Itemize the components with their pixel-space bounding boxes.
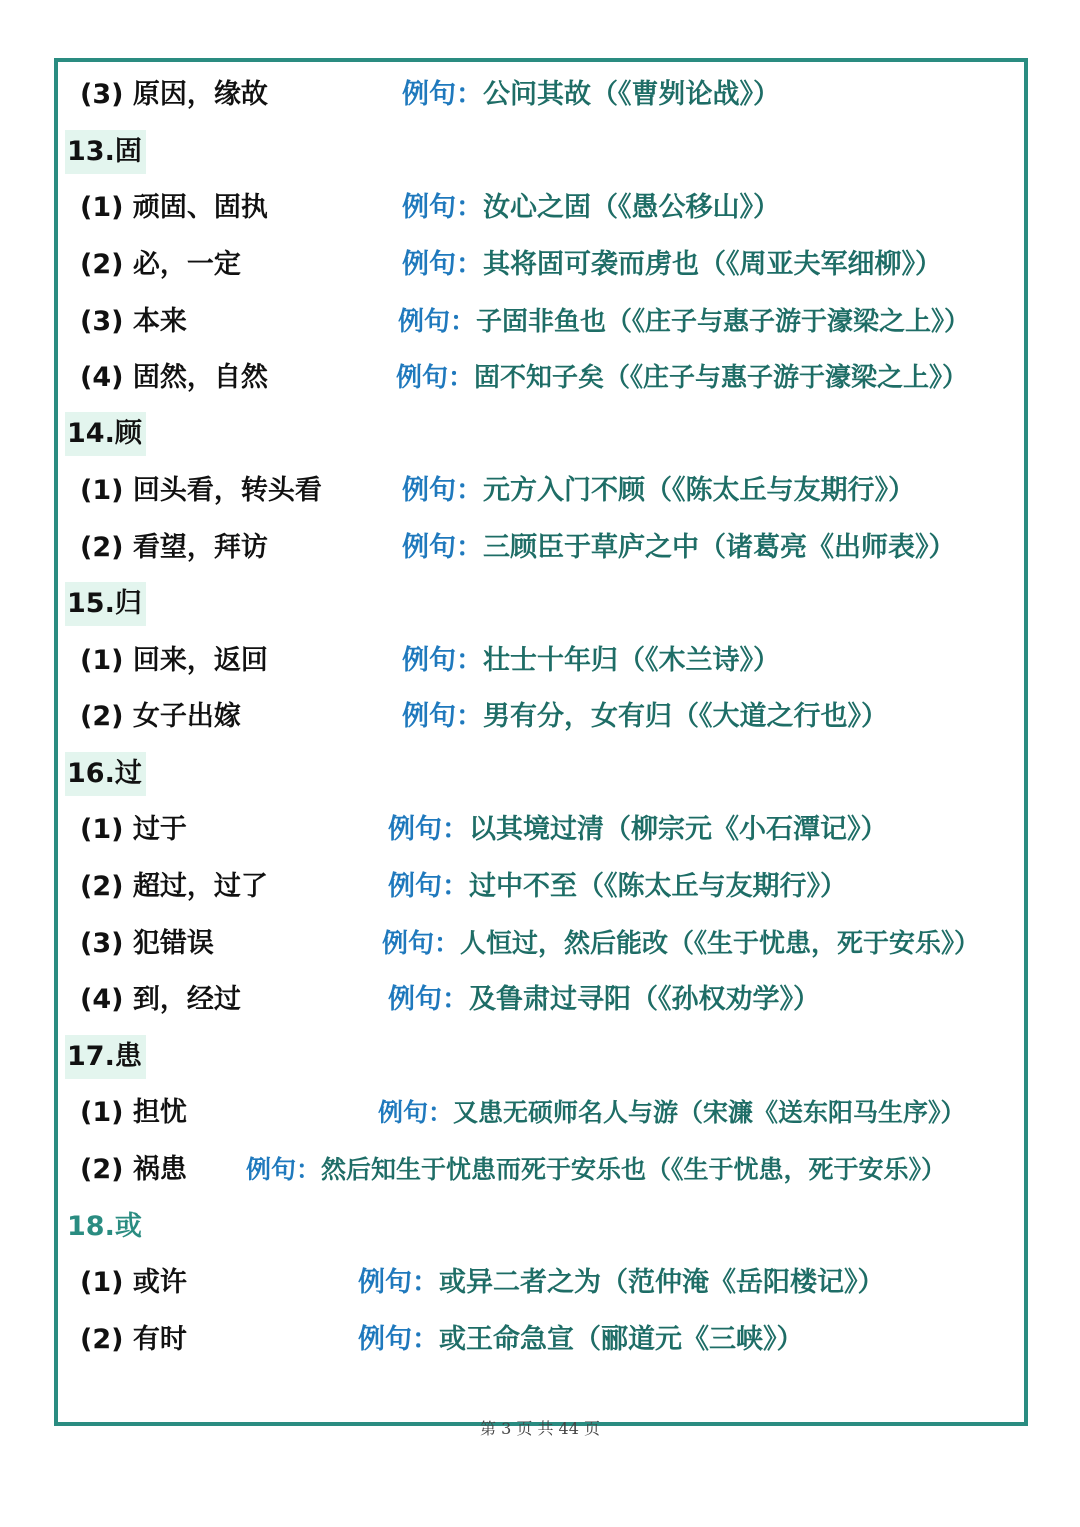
entry-heading: 18.或 xyxy=(67,1211,142,1242)
page-footer: 第 3 页 共 44 页 xyxy=(480,1419,600,1438)
example-sentence: 例句：男有分，女有归（《大道之行也》） xyxy=(402,701,888,732)
example-label: 例句： xyxy=(378,1098,454,1127)
sense-meaning: (2) 祸患 xyxy=(80,1154,187,1185)
example-label: 例句： xyxy=(358,1324,439,1355)
entry-heading: 15.归 xyxy=(65,582,146,626)
example-label: 例句： xyxy=(402,532,483,563)
sense-meaning: (4) 到，经过 xyxy=(80,984,241,1015)
sense-meaning: (3) 犯错误 xyxy=(80,928,214,959)
example-label: 例句： xyxy=(402,645,483,676)
entry-heading: 16.过 xyxy=(65,752,146,796)
example-label: 例句： xyxy=(388,814,469,845)
sense-meaning: (2) 有时 xyxy=(80,1324,187,1355)
sense-meaning: (1) 回来，返回 xyxy=(80,645,268,676)
example-sentence: 例句：子固非鱼也（《庄子与惠子游于濠梁之上》） xyxy=(398,307,971,337)
example-sentence: 例句：固不知子矣（《庄子与惠子游于濠梁之上》） xyxy=(396,363,969,393)
example-sentence: 例句：三顾臣于草庐之中（诸葛亮《出师表》） xyxy=(402,532,956,563)
sense-meaning: (1) 担忧 xyxy=(80,1097,187,1128)
example-sentence: 例句：元方入门不顾（《陈太丘与友期行》） xyxy=(402,475,915,506)
sense-meaning: (4) 固然，自然 xyxy=(80,362,268,393)
example-sentence: 例句：人恒过，然后能改（《生于忧患，死于安乐》） xyxy=(382,929,981,959)
example-sentence: 例句：以其境过清（柳宗元《小石潭记》） xyxy=(388,814,888,845)
example-label: 例句： xyxy=(398,307,477,337)
example-sentence: 例句：又患无硕师名人与游（宋濂《送东阳马生序》） xyxy=(378,1098,966,1127)
example-sentence: 例句：汝心之固（《愚公移山》） xyxy=(402,192,780,223)
example-label: 例句： xyxy=(402,192,483,223)
example-sentence: 例句：然后知生于忧患而死于安乐也（《生于忧患，死于安乐》） xyxy=(246,1155,947,1184)
example-label: 例句： xyxy=(402,79,483,110)
example-sentence: 例句：或异二者之为（范仲淹《岳阳楼记》） xyxy=(358,1267,885,1298)
example-sentence: 例句：公问其故（《曹刿论战》） xyxy=(402,79,780,110)
sense-meaning: (1) 顽固、固执 xyxy=(80,192,268,223)
entry-heading: 17.患 xyxy=(65,1035,146,1079)
example-label: 例句： xyxy=(388,984,469,1015)
sense-meaning: (1) 过于 xyxy=(80,814,187,845)
sense-meaning: (1) 回头看，转头看 xyxy=(80,475,322,506)
sense-meaning: (2) 女子出嫁 xyxy=(80,701,241,732)
example-label: 例句： xyxy=(358,1267,439,1298)
example-label: 例句： xyxy=(388,871,469,902)
sense-meaning: (2) 必，一定 xyxy=(80,249,241,280)
entry-heading: 14.顾 xyxy=(65,412,146,456)
entry-heading: 13.固 xyxy=(65,130,146,174)
example-label: 例句： xyxy=(402,475,483,506)
sense-meaning: (2) 看望，拜访 xyxy=(80,532,268,563)
example-label: 例句： xyxy=(402,701,483,732)
example-label: 例句： xyxy=(396,363,475,393)
example-sentence: 例句：过中不至（《陈太丘与友期行》） xyxy=(388,871,847,902)
example-label: 例句： xyxy=(246,1155,322,1184)
example-sentence: 例句：其将固可袭而虏也（《周亚夫军细柳》） xyxy=(402,249,942,280)
example-label: 例句： xyxy=(402,249,483,280)
sense-meaning: (2) 超过，过了 xyxy=(80,871,268,902)
sense-meaning: (1) 或许 xyxy=(80,1267,187,1298)
sense-meaning: (3) 原因，缘故 xyxy=(80,79,268,110)
example-sentence: 例句：或王命急宣（郦道元《三峡》） xyxy=(358,1324,804,1355)
example-label: 例句： xyxy=(382,929,461,959)
example-sentence: 例句：壮士十年归（《木兰诗》） xyxy=(402,645,780,676)
example-sentence: 例句：及鲁肃过寻阳（《孙权劝学》） xyxy=(388,984,820,1015)
sense-meaning: (3) 本来 xyxy=(80,306,187,337)
